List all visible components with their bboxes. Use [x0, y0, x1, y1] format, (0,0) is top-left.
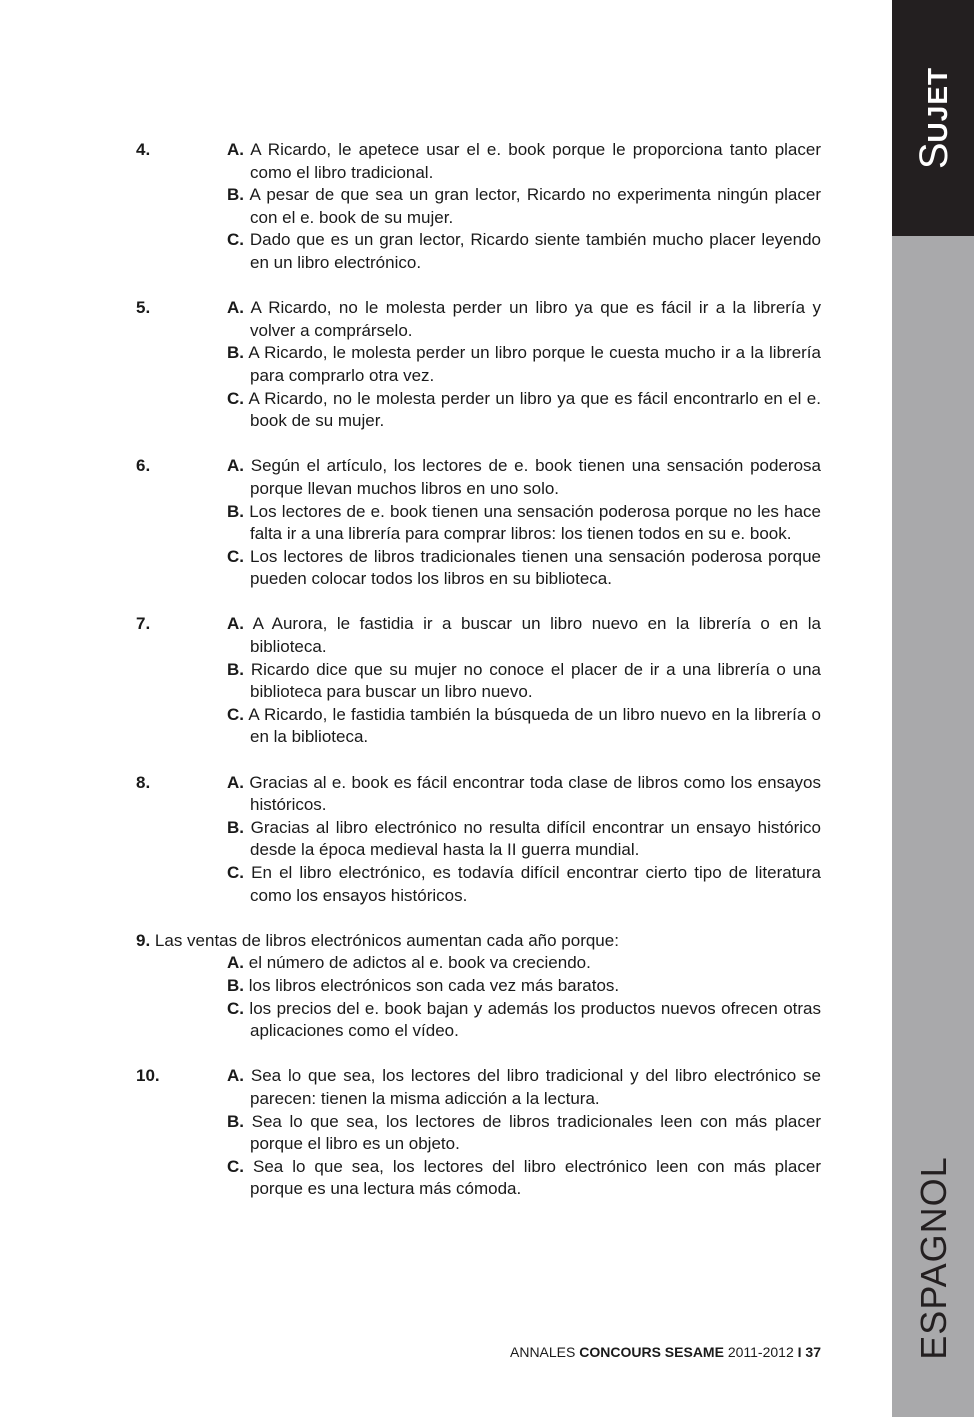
answer-option [227, 455, 821, 500]
option-letter: B. [227, 817, 244, 837]
option-letter: A. [227, 298, 244, 318]
question-list [136, 139, 821, 1224]
question-block [136, 139, 821, 275]
option-letter: C. [227, 388, 244, 408]
question-block [136, 455, 821, 591]
option-text: A Ricardo, le apetece usar el e. book porque le proporciona tanto placer como el libro tradicional. [250, 140, 821, 182]
question-row [136, 455, 821, 591]
option-list [227, 455, 821, 591]
option-letter: B. [227, 185, 244, 205]
option-text: los precios del e. book bajan y además los productos nuevos ofrecen otras aplicaciones como el vídeo. [249, 998, 821, 1041]
question-number: 4. [136, 140, 151, 159]
question-row [136, 1065, 821, 1201]
question-row [136, 139, 821, 275]
option-letter: C. [227, 546, 244, 566]
option-text: Sea lo que sea, los lectores de libros tradicionales leen con más placer porque el libro es un objeto. [250, 1111, 821, 1154]
option-text: Sea lo que sea, los lectores del libro electrónico leen con más placer porque es una lectura más cómoda. [250, 1156, 821, 1199]
subject-label: ESPAGNOL [913, 1156, 954, 1360]
option-text: el número de adictos al e. book va creciendo. [248, 953, 591, 973]
answer-option [227, 1065, 821, 1110]
option-list [227, 772, 821, 908]
question-block [136, 772, 821, 908]
footer-year: 2011-2012 [723, 1344, 798, 1360]
option-letter: A. [227, 772, 244, 792]
option-letter: A. [227, 953, 244, 973]
option-list [227, 952, 821, 1042]
option-letter: A. [227, 140, 244, 159]
answer-option [227, 659, 821, 704]
question-block [136, 613, 821, 749]
question-stem-text: Las ventas de libros electrónicos aumentan cada año porque: [154, 930, 619, 950]
answer-option [227, 139, 821, 184]
option-text: A Ricardo, le molesta perder un libro porque le cuesta mucho ir a la librería para comprarlo otra vez. [248, 343, 821, 385]
option-letter: B. [227, 1111, 244, 1131]
option-text: Sea lo que sea, los lectores del libro tradicional y del libro electrónico se parecen: tienen la misma adicción a la lectura. [250, 1066, 821, 1108]
option-text: Gracias al e. book es fácil encontrar toda clase de libros como los ensayos históricos. [249, 772, 821, 815]
answer-option [227, 342, 821, 387]
answer-option [227, 704, 821, 749]
question-number: 10. [136, 1066, 160, 1086]
question-row [136, 297, 821, 433]
answer-option [227, 297, 821, 342]
option-text: Ricardo dice que su mujer no conoce el placer de ir a una librería o una biblioteca para buscar un libro nuevo. [250, 659, 821, 702]
option-letter: C. [227, 998, 244, 1018]
option-text: En el libro electrónico, es todavía difícil encontrar cierto tipo de literatura como los ensayos históricos. [250, 863, 821, 905]
answer-option [227, 1156, 821, 1201]
footer-page-number: 37 [801, 1344, 821, 1360]
answer-option [227, 229, 821, 274]
option-list [227, 139, 821, 275]
footer-prefix: ANNALES [510, 1344, 580, 1360]
option-letter: A. [227, 1066, 244, 1086]
option-text: A Ricardo, no le molesta perder un libro ya que es fácil ir a la librería y volver a comprárselo. [250, 298, 821, 340]
option-text: Dado que es un gran lector, Ricardo siente también mucho placer leyendo en un libro electrónico. [249, 230, 821, 272]
section-label [914, 67, 954, 169]
option-letter: B. [227, 343, 244, 363]
option-letter: C. [227, 704, 244, 724]
answer-option [227, 862, 821, 907]
footer-separator: I [797, 1344, 802, 1360]
question-number: 6. [136, 456, 151, 476]
option-letter: B. [227, 501, 244, 521]
page-footer [510, 1344, 821, 1360]
question-row [136, 772, 821, 908]
question-block [136, 930, 821, 1043]
question-number: 5. [136, 298, 151, 318]
option-text: A Ricardo, le fastidia también la búsqueda de un libro nuevo en la librería o en la biblioteca. [248, 704, 821, 747]
answer-option [227, 1111, 821, 1156]
option-text: Los lectores de e. book tienen una sensación poderosa porque no les hace falta ir a una librería para comprar libros: los tienen todos en su e. book. [249, 501, 821, 544]
option-letter: A. [227, 456, 244, 476]
question-number: 8. [136, 772, 151, 792]
answer-option [227, 772, 821, 817]
option-letter: C. [227, 230, 244, 250]
question-block [136, 297, 821, 433]
answer-option [227, 817, 821, 862]
answer-option [227, 184, 821, 229]
section-label-rest: UJET [922, 66, 953, 143]
question-number: 7. [136, 614, 151, 634]
option-letter: B. [227, 659, 244, 679]
option-letter: C. [227, 1156, 244, 1176]
option-list [227, 297, 821, 433]
option-list [227, 613, 821, 749]
option-letter: A. [227, 614, 244, 634]
answer-option [227, 975, 821, 998]
question-block [136, 1065, 821, 1201]
answer-option [227, 388, 821, 433]
answer-option [227, 501, 821, 546]
answer-option [227, 998, 821, 1043]
footer-title: CONCOURS SESAME [579, 1344, 724, 1360]
question-row [136, 613, 821, 749]
option-text: A Aurora, le fastidia ir a buscar un libro nuevo en la librería o en la biblioteca. [250, 614, 821, 657]
option-text: los libros electrónicos son cada vez más baratos. [248, 975, 620, 995]
option-text: Gracias al libro electrónico no resulta difícil encontrar un ensayo histórico desde la época medieval hasta la II guerra mundial. [250, 817, 821, 860]
option-letter: B. [227, 975, 244, 995]
option-text: Los lectores de libros tradicionales tienen una sensación poderosa porque pueden colocar todos los libros en su biblioteca. [250, 546, 821, 589]
option-text: A pesar de que sea un gran lector, Ricardo no experimenta ningún placer con el e. book de su mujer. [249, 185, 821, 227]
question-stem [136, 930, 821, 953]
answer-option [227, 952, 821, 975]
section-label-cap: S [912, 142, 956, 170]
option-text: A Ricardo, no le molesta perder un libro ya que es fácil encontrarlo en el e. book de su mujer. [248, 388, 821, 431]
answer-option [227, 546, 821, 591]
option-list [227, 1065, 821, 1201]
answer-option [227, 613, 821, 658]
option-letter: C. [227, 863, 244, 882]
question-number: 9. [136, 930, 151, 950]
option-text: Según el artículo, los lectores de e. book tienen una sensación poderosa porque llevan muchos libros en uno solo. [250, 456, 821, 498]
